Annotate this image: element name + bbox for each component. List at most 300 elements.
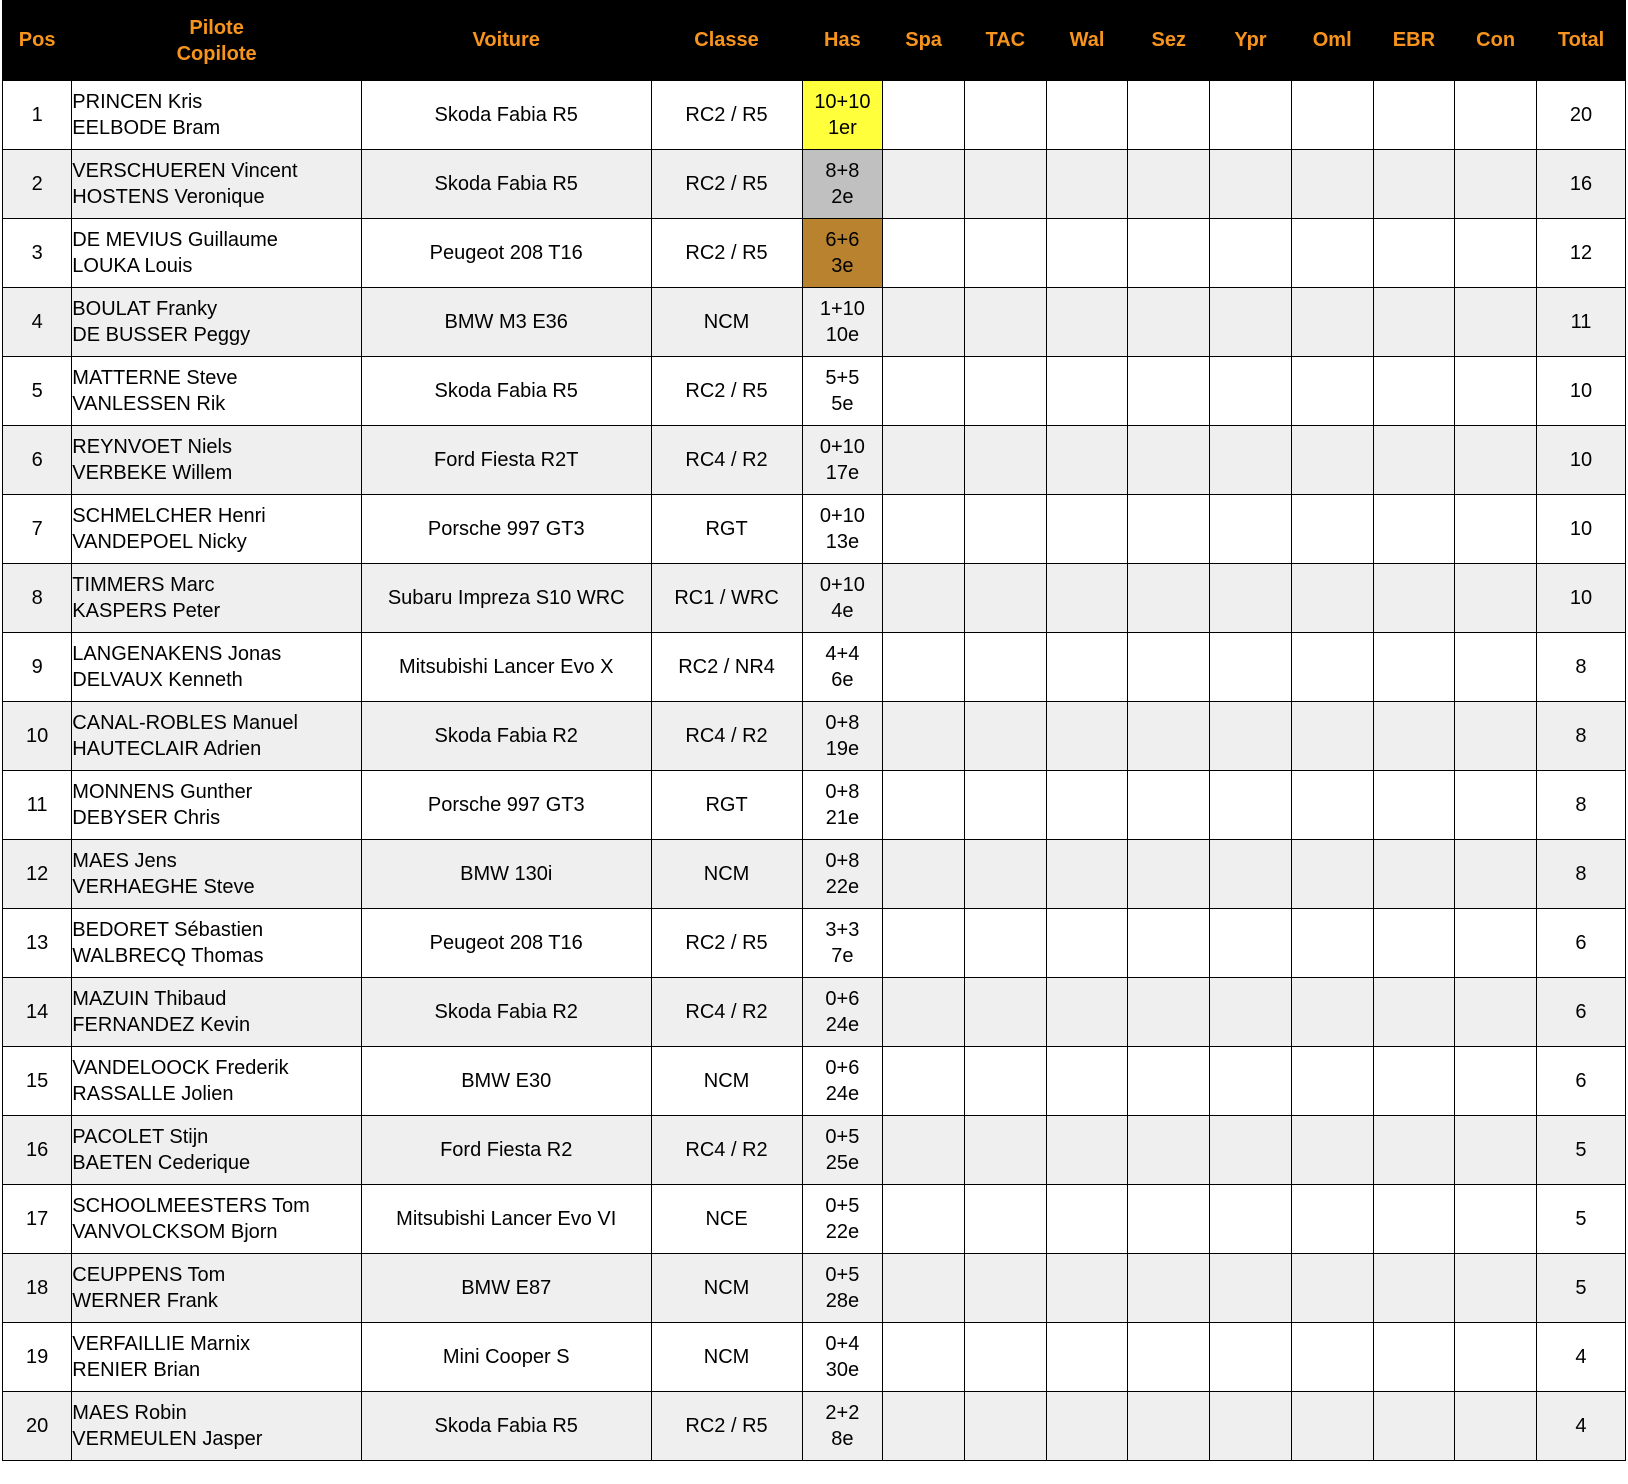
event-result-cell: [1291, 288, 1373, 357]
event-result-cell: [1046, 564, 1128, 633]
total-cell: 4: [1536, 1392, 1625, 1461]
header-event-spa: Spa: [883, 1, 965, 81]
has-place: 1er: [827, 117, 857, 139]
table-row: [3, 426, 1626, 495]
event-result-cell: [1373, 1392, 1455, 1461]
event-result-cell: [964, 219, 1046, 288]
voiture-cell: Subaru Impreza S10 WRC: [361, 564, 651, 633]
has-result-cell: [802, 564, 883, 633]
pos-cell: 5: [3, 357, 72, 426]
pilote-name: MAES Robin: [72, 1402, 187, 1424]
event-result-cell: [1455, 1116, 1537, 1185]
pos-cell: 7: [3, 495, 72, 564]
pos-cell: 9: [3, 633, 72, 702]
voiture-cell: Skoda Fabia R2: [361, 702, 651, 771]
copilote-name: HAUTECLAIR Adrien: [72, 738, 262, 760]
has-points: 0+10: [819, 574, 865, 596]
event-result-cell: [883, 288, 965, 357]
event-result-cell: [883, 1323, 965, 1392]
has-points: 10+10: [814, 91, 871, 113]
event-result-cell: [1373, 357, 1455, 426]
pos-cell: 16: [3, 1116, 72, 1185]
event-result-cell: [1128, 1323, 1210, 1392]
pilote-name: MAZUIN Thibaud: [72, 988, 227, 1010]
event-result-cell: [1455, 288, 1537, 357]
event-result-cell: [1291, 840, 1373, 909]
event-result-cell: [1210, 1323, 1292, 1392]
event-result-cell: [1455, 81, 1537, 150]
pilots-cell: [72, 771, 362, 840]
total-cell: 6: [1536, 978, 1625, 1047]
has-place: 21e: [825, 807, 860, 829]
has-place: 22e: [825, 876, 860, 898]
event-result-cell: [1455, 840, 1537, 909]
event-result-cell: [1455, 978, 1537, 1047]
event-result-cell: [1373, 1116, 1455, 1185]
table-row: [3, 633, 1626, 702]
header-event-ebr: EBR: [1373, 1, 1455, 81]
event-result-cell: [1455, 1323, 1537, 1392]
event-result-cell: [1291, 219, 1373, 288]
has-points: 0+6: [825, 988, 860, 1010]
total-cell: 16: [1536, 150, 1625, 219]
event-result-cell: [1455, 702, 1537, 771]
event-result-cell: [1455, 771, 1537, 840]
event-result-cell: [1373, 150, 1455, 219]
pilote-name: REYNVOET Niels: [72, 436, 232, 458]
classe-cell: NCM: [651, 1047, 802, 1116]
event-result-cell: [1128, 1116, 1210, 1185]
table-row: [3, 1047, 1626, 1116]
has-points: 0+8: [825, 850, 860, 872]
has-result-cell: [802, 495, 883, 564]
pos-cell: 2: [3, 150, 72, 219]
voiture-cell: BMW 130i: [361, 840, 651, 909]
has-place: 5e: [831, 393, 854, 415]
event-result-cell: [1291, 702, 1373, 771]
voiture-cell: Skoda Fabia R5: [361, 1392, 651, 1461]
has-place: 28e: [825, 1290, 860, 1312]
pilote-name: MAES Jens: [72, 850, 177, 872]
event-result-cell: [1291, 357, 1373, 426]
voiture-cell: Skoda Fabia R5: [361, 150, 651, 219]
pilote-name: VERFAILLIE Marnix: [72, 1333, 251, 1355]
pilote-name: PRINCEN Kris: [72, 91, 203, 113]
has-result-cell: [802, 81, 883, 150]
pilots-cell: [72, 978, 362, 1047]
event-result-cell: [1291, 633, 1373, 702]
event-result-cell: [964, 564, 1046, 633]
pilote-name: VANDELOOCK Frederik: [72, 1057, 289, 1079]
event-result-cell: [1291, 426, 1373, 495]
pilots-cell: [72, 1047, 362, 1116]
event-result-cell: [883, 771, 965, 840]
pos-cell: 13: [3, 909, 72, 978]
event-result-cell: [1046, 909, 1128, 978]
table-row: [3, 219, 1626, 288]
pilots-cell: [72, 633, 362, 702]
header-pilote: Pilote: [189, 16, 244, 39]
pilots-cell: [72, 81, 362, 150]
header-event-wal: Wal: [1046, 1, 1128, 81]
copilote-name: EELBODE Bram: [72, 117, 221, 139]
event-result-cell: [1455, 1254, 1537, 1323]
pilote-name: TIMMERS Marc: [72, 574, 215, 596]
event-result-cell: [1046, 771, 1128, 840]
has-points: 0+10: [819, 436, 865, 458]
event-result-cell: [1046, 1392, 1128, 1461]
total-cell: 5: [1536, 1185, 1625, 1254]
event-result-cell: [1128, 633, 1210, 702]
pilote-name: LANGENAKENS Jonas: [72, 643, 282, 665]
has-result-cell: [802, 288, 883, 357]
has-place: 25e: [825, 1152, 860, 1174]
event-result-cell: [1128, 357, 1210, 426]
event-result-cell: [1291, 1254, 1373, 1323]
event-result-cell: [1046, 633, 1128, 702]
table-body: [3, 81, 1626, 1461]
classe-cell: RGT: [651, 495, 802, 564]
copilote-name: LOUKA Louis: [72, 255, 193, 277]
has-result-cell: [802, 426, 883, 495]
pos-cell: 15: [3, 1047, 72, 1116]
has-result-cell: [802, 1116, 883, 1185]
has-place: 4e: [831, 600, 854, 622]
has-points: 1+10: [819, 298, 865, 320]
event-result-cell: [1128, 564, 1210, 633]
table-row: [3, 150, 1626, 219]
event-result-cell: [964, 840, 1046, 909]
copilote-name: WERNER Frank: [72, 1290, 218, 1312]
classe-cell: RC4 / R2: [651, 426, 802, 495]
pos-cell: 6: [3, 426, 72, 495]
header-row: [3, 1, 1626, 81]
copilote-name: RENIER Brian: [72, 1359, 201, 1381]
event-result-cell: [883, 1254, 965, 1323]
event-result-cell: [964, 81, 1046, 150]
event-result-cell: [1046, 150, 1128, 219]
event-result-cell: [964, 978, 1046, 1047]
classe-cell: NCM: [651, 288, 802, 357]
copilote-name: DELVAUX Kenneth: [72, 669, 243, 691]
has-place: 24e: [825, 1014, 860, 1036]
header-event-oml: Oml: [1291, 1, 1373, 81]
has-result-cell: [802, 909, 883, 978]
event-result-cell: [1046, 978, 1128, 1047]
has-result-cell: [802, 702, 883, 771]
event-result-cell: [1128, 1254, 1210, 1323]
event-result-cell: [1210, 1185, 1292, 1254]
copilote-name: DEBYSER Chris: [72, 807, 221, 829]
standings-table: [2, 0, 1626, 1461]
event-result-cell: [1291, 1116, 1373, 1185]
table-row: [3, 1116, 1626, 1185]
total-cell: 8: [1536, 702, 1625, 771]
event-result-cell: [1210, 1392, 1292, 1461]
has-result-cell: [802, 1254, 883, 1323]
classe-cell: RC4 / R2: [651, 978, 802, 1047]
event-result-cell: [883, 1185, 965, 1254]
event-result-cell: [1373, 702, 1455, 771]
has-points: 0+8: [825, 712, 860, 734]
total-cell: 10: [1536, 564, 1625, 633]
classe-cell: NCE: [651, 1185, 802, 1254]
copilote-name: FERNANDEZ Kevin: [72, 1014, 251, 1036]
event-result-cell: [1210, 564, 1292, 633]
total-cell: 8: [1536, 840, 1625, 909]
has-place: 13e: [825, 531, 860, 553]
header-classe: Classe: [651, 1, 802, 81]
event-result-cell: [1128, 1047, 1210, 1116]
pilots-cell: [72, 1323, 362, 1392]
event-result-cell: [1128, 909, 1210, 978]
event-result-cell: [1046, 1323, 1128, 1392]
event-result-cell: [1455, 495, 1537, 564]
pilote-name: PACOLET Stijn: [72, 1126, 209, 1148]
pos-cell: 11: [3, 771, 72, 840]
event-result-cell: [1128, 288, 1210, 357]
event-result-cell: [964, 1116, 1046, 1185]
copilote-name: WALBRECQ Thomas: [72, 945, 264, 967]
event-result-cell: [1291, 909, 1373, 978]
copilote-name: DE BUSSER Peggy: [72, 324, 251, 346]
event-result-cell: [883, 1047, 965, 1116]
voiture-cell: Peugeot 208 T16: [361, 909, 651, 978]
event-result-cell: [1373, 1047, 1455, 1116]
copilote-name: VANDEPOEL Nicky: [72, 531, 247, 553]
voiture-cell: Mitsubishi Lancer Evo X: [361, 633, 651, 702]
event-result-cell: [1373, 219, 1455, 288]
pos-cell: 10: [3, 702, 72, 771]
event-result-cell: [1291, 1323, 1373, 1392]
event-result-cell: [1373, 288, 1455, 357]
has-result-cell: [802, 1047, 883, 1116]
pilote-name: SCHOOLMEESTERS Tom: [72, 1195, 310, 1217]
event-result-cell: [1046, 219, 1128, 288]
event-result-cell: [1455, 564, 1537, 633]
voiture-cell: Ford Fiesta R2T: [361, 426, 651, 495]
has-result-cell: [802, 219, 883, 288]
pilots-cell: [72, 357, 362, 426]
event-result-cell: [1455, 909, 1537, 978]
copilote-name: VERHAEGHE Steve: [72, 876, 255, 898]
event-result-cell: [1373, 564, 1455, 633]
has-points: 0+10: [819, 505, 865, 527]
total-cell: 8: [1536, 633, 1625, 702]
has-points: 6+6: [825, 229, 860, 251]
table-row: [3, 288, 1626, 357]
event-result-cell: [1128, 495, 1210, 564]
table-row: [3, 1392, 1626, 1461]
event-result-cell: [1128, 978, 1210, 1047]
has-place: 19e: [825, 738, 860, 760]
event-result-cell: [1373, 1185, 1455, 1254]
pilote-name: DE MEVIUS Guillaume: [72, 229, 278, 251]
has-points: 0+8: [825, 781, 860, 803]
event-result-cell: [1046, 840, 1128, 909]
event-result-cell: [1455, 219, 1537, 288]
header-event-tac: TAC: [964, 1, 1046, 81]
pos-cell: 19: [3, 1323, 72, 1392]
event-result-cell: [1046, 357, 1128, 426]
event-result-cell: [964, 633, 1046, 702]
has-place: 30e: [825, 1359, 860, 1381]
voiture-cell: Mitsubishi Lancer Evo VI: [361, 1185, 651, 1254]
has-result-cell: [802, 771, 883, 840]
event-result-cell: [1373, 909, 1455, 978]
event-result-cell: [964, 426, 1046, 495]
has-points: 8+8: [825, 160, 860, 182]
event-result-cell: [1128, 771, 1210, 840]
has-result-cell: [802, 357, 883, 426]
event-result-cell: [964, 1254, 1046, 1323]
table-row: [3, 909, 1626, 978]
event-result-cell: [1128, 1185, 1210, 1254]
event-result-cell: [1128, 1392, 1210, 1461]
total-cell: 20: [1536, 81, 1625, 150]
total-cell: 10: [1536, 426, 1625, 495]
event-result-cell: [1455, 1047, 1537, 1116]
has-points: 3+3: [825, 919, 860, 941]
pos-cell: 12: [3, 840, 72, 909]
has-result-cell: [802, 1392, 883, 1461]
pilots-cell: [72, 564, 362, 633]
voiture-cell: Porsche 997 GT3: [361, 495, 651, 564]
pilots-cell: [72, 495, 362, 564]
classe-cell: RC1 / WRC: [651, 564, 802, 633]
event-result-cell: [1046, 426, 1128, 495]
total-cell: 6: [1536, 909, 1625, 978]
event-result-cell: [1210, 840, 1292, 909]
event-result-cell: [1046, 288, 1128, 357]
total-cell: 10: [1536, 357, 1625, 426]
classe-cell: RGT: [651, 771, 802, 840]
event-result-cell: [1373, 633, 1455, 702]
copilote-name: VANVOLCKSOM Bjorn: [72, 1221, 278, 1243]
event-result-cell: [1128, 426, 1210, 495]
event-result-cell: [1373, 978, 1455, 1047]
has-place: 17e: [825, 462, 860, 484]
copilote-name: VERMEULEN Jasper: [72, 1428, 263, 1450]
table-row: [3, 702, 1626, 771]
event-result-cell: [1291, 1185, 1373, 1254]
total-cell: 5: [1536, 1254, 1625, 1323]
voiture-cell: Mini Cooper S: [361, 1323, 651, 1392]
pilots-cell: [72, 1116, 362, 1185]
event-result-cell: [883, 702, 965, 771]
event-result-cell: [1046, 81, 1128, 150]
table-row: [3, 495, 1626, 564]
event-result-cell: [1455, 1185, 1537, 1254]
event-result-cell: [964, 909, 1046, 978]
total-cell: 12: [1536, 219, 1625, 288]
event-result-cell: [1455, 633, 1537, 702]
pos-cell: 14: [3, 978, 72, 1047]
pos-cell: 20: [3, 1392, 72, 1461]
has-points: 4+4: [825, 643, 860, 665]
pilote-name: CANAL-ROBLES Manuel: [72, 712, 298, 734]
event-result-cell: [964, 495, 1046, 564]
event-result-cell: [1210, 702, 1292, 771]
event-result-cell: [1291, 1047, 1373, 1116]
event-result-cell: [883, 426, 965, 495]
table-row: [3, 1185, 1626, 1254]
event-result-cell: [964, 150, 1046, 219]
classe-cell: RC2 / R5: [651, 219, 802, 288]
classe-cell: RC4 / R2: [651, 1116, 802, 1185]
has-points: 0+5: [825, 1264, 860, 1286]
event-result-cell: [964, 1392, 1046, 1461]
event-result-cell: [1455, 150, 1537, 219]
table-row: [3, 771, 1626, 840]
has-points: 0+4: [825, 1333, 860, 1355]
has-points: 0+6: [825, 1057, 860, 1079]
voiture-cell: BMW E87: [361, 1254, 651, 1323]
header-event-ypr: Ypr: [1210, 1, 1292, 81]
event-result-cell: [1455, 1392, 1537, 1461]
event-result-cell: [883, 909, 965, 978]
event-result-cell: [964, 357, 1046, 426]
voiture-cell: Ford Fiesta R2: [361, 1116, 651, 1185]
pilots-cell: [72, 1392, 362, 1461]
header-pilote-copilote: [72, 1, 362, 81]
voiture-cell: Porsche 997 GT3: [361, 771, 651, 840]
event-result-cell: [1210, 426, 1292, 495]
pos-cell: 1: [3, 81, 72, 150]
pilots-cell: [72, 702, 362, 771]
event-result-cell: [964, 1047, 1046, 1116]
has-result-cell: [802, 978, 883, 1047]
classe-cell: NCM: [651, 1254, 802, 1323]
voiture-cell: BMW E30: [361, 1047, 651, 1116]
total-cell: 8: [1536, 771, 1625, 840]
event-result-cell: [1210, 1116, 1292, 1185]
table-row: [3, 1323, 1626, 1392]
copilote-name: VANLESSEN Rik: [72, 393, 226, 415]
pos-cell: 17: [3, 1185, 72, 1254]
header-event-has: Has: [802, 1, 883, 81]
event-result-cell: [964, 1185, 1046, 1254]
total-cell: 4: [1536, 1323, 1625, 1392]
table-row: [3, 1254, 1626, 1323]
table-row: [3, 840, 1626, 909]
event-result-cell: [883, 357, 965, 426]
voiture-cell: Skoda Fabia R5: [361, 81, 651, 150]
event-result-cell: [883, 633, 965, 702]
event-result-cell: [1455, 426, 1537, 495]
table-row: [3, 81, 1626, 150]
has-result-cell: [802, 840, 883, 909]
event-result-cell: [1046, 495, 1128, 564]
has-result-cell: [802, 633, 883, 702]
pilots-cell: [72, 150, 362, 219]
header-event-sez: Sez: [1128, 1, 1210, 81]
event-result-cell: [1373, 840, 1455, 909]
has-place: 6e: [831, 669, 854, 691]
pilots-cell: [72, 1254, 362, 1323]
pilote-name: BEDORET Sébastien: [72, 919, 264, 941]
event-result-cell: [1373, 1254, 1455, 1323]
event-result-cell: [1373, 1323, 1455, 1392]
event-result-cell: [1046, 1047, 1128, 1116]
event-result-cell: [883, 150, 965, 219]
pilots-cell: [72, 909, 362, 978]
pilote-name: VERSCHUEREN Vincent: [72, 160, 298, 182]
has-place: 7e: [831, 945, 854, 967]
event-result-cell: [1128, 219, 1210, 288]
pilote-name: MATTERNE Steve: [72, 367, 238, 389]
voiture-cell: Skoda Fabia R5: [361, 357, 651, 426]
